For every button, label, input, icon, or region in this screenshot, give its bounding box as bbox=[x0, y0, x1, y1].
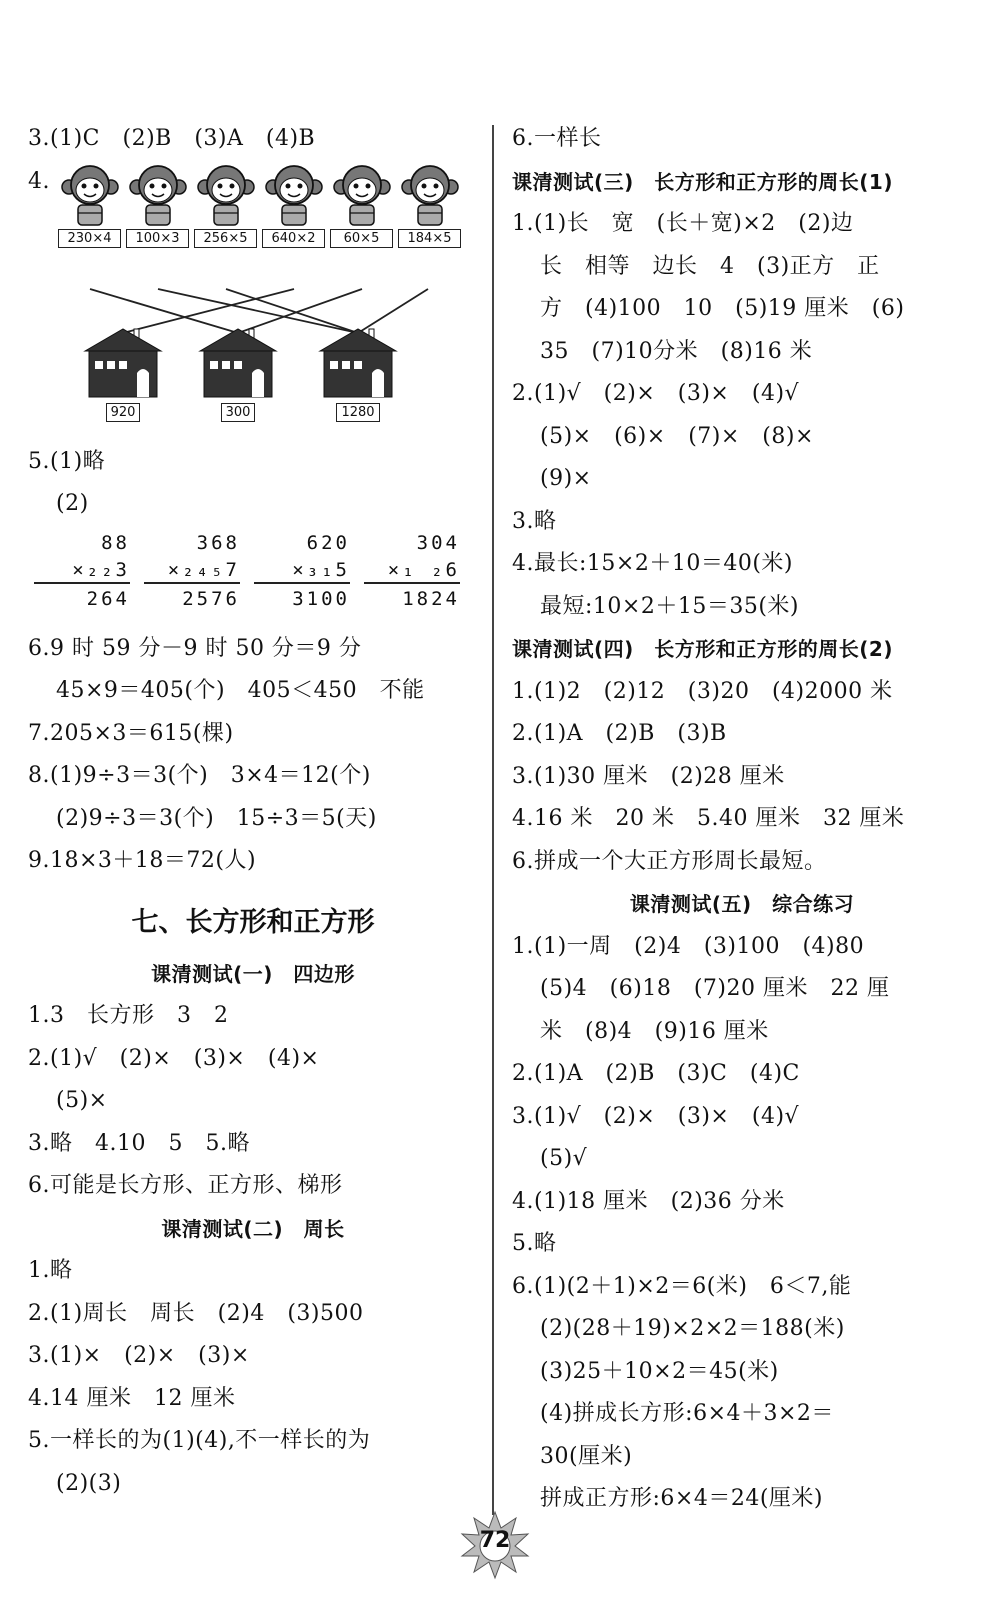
vertical-multiplication bbox=[254, 528, 350, 628]
right-column bbox=[512, 118, 972, 1521]
monkey-icon bbox=[401, 161, 459, 231]
multiplication-card: 100×3 bbox=[126, 229, 189, 248]
monkey-icon bbox=[61, 161, 119, 231]
page-number-badge bbox=[460, 1510, 530, 1580]
answer-3-cont: (5)√ bbox=[540, 1146, 588, 1171]
monkey-card bbox=[262, 161, 325, 248]
monkey-card bbox=[126, 161, 189, 248]
monkey-card bbox=[58, 161, 121, 248]
monkey-icon bbox=[129, 161, 187, 231]
multiplicand: 88 bbox=[101, 531, 130, 554]
answer-6: 6.(1)(2＋1)×2＝6(米) 6＜7,能 bbox=[512, 1273, 852, 1299]
answer-3: 3.略 bbox=[512, 508, 557, 534]
multiplier: ×₁ ₂6 bbox=[364, 558, 460, 584]
answer-3: 3.(1)√ (2)× (3)× (4)√ bbox=[512, 1103, 800, 1129]
answer-9: 9.18×3＋18＝72(人) bbox=[28, 848, 257, 873]
product: 3100 bbox=[292, 587, 350, 610]
answer-4-label: 4. bbox=[28, 168, 50, 194]
page-number: 72 bbox=[479, 1528, 511, 1553]
answer-6: 6.一样长 bbox=[512, 126, 602, 151]
monkey-row bbox=[58, 161, 461, 248]
answer-2-cont: (9)× bbox=[540, 466, 592, 491]
house-card bbox=[83, 321, 163, 422]
answer-2: 2.(1)周长 周长 (2)4 (3)500 bbox=[28, 1300, 364, 1326]
multiplicand: 304 bbox=[416, 531, 460, 554]
answer-6: 6.拼成一个大正方形周长最短。 bbox=[512, 848, 827, 874]
answer-5-cont: (2)(3) bbox=[56, 1470, 122, 1496]
answer-8-2: (2)9÷3＝3(个) 15÷3＝5(天) bbox=[56, 805, 377, 831]
vertical-multiplication bbox=[34, 528, 130, 628]
answer-2: 2.(1)√ (2)× (3)× (4)× bbox=[28, 1045, 320, 1071]
multiplication-card: 256×5 bbox=[194, 229, 257, 248]
house-icon bbox=[318, 321, 398, 401]
answer-1: 1.略 bbox=[28, 1258, 73, 1283]
section-title: 课清测试(三) 长方形和正方形的周长(1) bbox=[512, 169, 893, 194]
answer-2: 2.(1)√ (2)× (3)× (4)√ bbox=[512, 381, 800, 406]
answer-1-cont: 35 (7)10分米 (8)16 米 bbox=[540, 338, 813, 364]
section-title: 课清测试(二) 周长 bbox=[161, 1216, 345, 1241]
product: 264 bbox=[86, 587, 130, 610]
house-icon bbox=[83, 321, 163, 401]
answer-1-cont: 长 相等 边长 4 (3)正方 正 bbox=[540, 253, 880, 279]
matching-figure bbox=[28, 161, 478, 441]
house-value: 920 bbox=[106, 403, 141, 422]
answer-6: 6.9 时 59 分－9 时 50 分＝9 分 bbox=[28, 635, 362, 661]
answer-1: 1.(1)长 宽 (长＋宽)×2 (2)边 bbox=[512, 211, 854, 236]
vertical-multiplication bbox=[144, 528, 240, 628]
answer-2-cont: (5)× bbox=[56, 1088, 108, 1113]
multiplicand: 620 bbox=[306, 531, 350, 554]
answer-2-cont: (5)× (6)× (7)× (8)× bbox=[540, 423, 814, 449]
section-title: 课清测试(五) 综合练习 bbox=[629, 892, 855, 916]
answer-1-cont: 米 (8)4 (9)16 厘米 bbox=[540, 1018, 769, 1044]
column-divider bbox=[492, 125, 494, 1515]
answer-6: 6.可能是长方形、正方形、梯形 bbox=[28, 1173, 343, 1198]
product: 1824 bbox=[402, 587, 460, 610]
multiplication-card: 60×5 bbox=[330, 229, 393, 248]
multiplication-card: 184×5 bbox=[398, 229, 461, 248]
house-card bbox=[318, 321, 398, 422]
chapter-title: 七、长方形和正方形 bbox=[131, 906, 375, 938]
answer-4: 4.(1)18 厘米 (2)36 分米 bbox=[512, 1188, 785, 1214]
monkey-card bbox=[194, 161, 257, 248]
answer-3: 3.(1)C (2)B (3)A (4)B bbox=[28, 126, 316, 151]
monkey-icon bbox=[333, 161, 391, 231]
house-value: 1280 bbox=[336, 403, 379, 422]
answer-6-cont: (2)(28＋19)×2×2＝188(米) bbox=[540, 1316, 845, 1341]
multiplier: ×₂₂3 bbox=[34, 558, 130, 584]
answer-1: 1.3 长方形 3 2 bbox=[28, 1003, 229, 1028]
answer-5: 5.略 bbox=[512, 1231, 557, 1256]
answer-4: 4.14 厘米 12 厘米 bbox=[28, 1385, 236, 1411]
multiplication-card: 230×4 bbox=[58, 229, 121, 248]
answer-7: 7.205×3＝615(棵) bbox=[28, 720, 234, 746]
answer-4-cont: 最短:10×2＋15＝35(米) bbox=[540, 593, 799, 619]
answer-5-2: (2) bbox=[56, 491, 89, 516]
monkey-icon bbox=[197, 161, 255, 231]
answer-3: 3.(1)30 厘米 (2)28 厘米 bbox=[512, 763, 785, 789]
vertical-multiplications bbox=[28, 528, 478, 628]
answer-6-cont: (3)25＋10×2＝45(米) bbox=[540, 1358, 779, 1384]
answer-8-1: 8.(1)9÷3＝3(个) 3×4＝12(个) bbox=[28, 763, 371, 788]
answer-4-5: 4.16 米 20 米 5.40 厘米 32 厘米 bbox=[512, 806, 905, 831]
section-title: 课清测试(一) 四边形 bbox=[151, 961, 355, 986]
answer-1-cont: (5)4 (6)18 (7)20 厘米 22 厘 bbox=[540, 976, 890, 1001]
answer-6-cont: (4)拼成长方形:6×4＋3×2＝ bbox=[540, 1401, 834, 1426]
answer-4: 4.最长:15×2＋10＝40(米) bbox=[512, 551, 793, 576]
answer-6-cont: 45×9＝405(个) 405＜450 不能 bbox=[56, 678, 425, 703]
multiplier: ×₂₄₅7 bbox=[144, 558, 240, 584]
left-column bbox=[28, 118, 478, 1505]
answer-6-cont: 30(厘米) bbox=[540, 1443, 633, 1469]
house-icon bbox=[198, 321, 278, 401]
answer-1: 1.(1)一周 (2)4 (3)100 (4)80 bbox=[512, 933, 865, 959]
multiplication-card: 640×2 bbox=[262, 229, 325, 248]
answer-6-cont: 拼成正方形:6×4＝24(厘米) bbox=[540, 1486, 824, 1511]
answer-5-1: 5.(1)略 bbox=[28, 448, 106, 474]
monkey-card bbox=[330, 161, 393, 248]
answer-5: 5.一样长的为(1)(4),不一样长的为 bbox=[28, 1428, 371, 1453]
answer-2: 2.(1)A (2)B (3)C (4)C bbox=[512, 1061, 800, 1086]
answer-3: 3.(1)× (2)× (3)× bbox=[28, 1343, 250, 1368]
house-value: 300 bbox=[221, 403, 256, 422]
answer-1: 1.(1)2 (2)12 (3)20 (4)2000 米 bbox=[512, 678, 893, 704]
product: 2576 bbox=[182, 587, 240, 610]
multiplicand: 368 bbox=[196, 531, 240, 554]
answer-2: 2.(1)A (2)B (3)B bbox=[512, 721, 727, 746]
multiplier: ×₃₁5 bbox=[254, 558, 350, 584]
section-title: 课清测试(四) 长方形和正方形的周长(2) bbox=[512, 637, 893, 661]
monkey-icon bbox=[265, 161, 323, 231]
monkey-card bbox=[398, 161, 461, 248]
house-card bbox=[198, 321, 278, 422]
answer-3-5: 3.略 4.10 5 5.略 bbox=[28, 1130, 250, 1156]
answer-1-cont: 方 (4)100 10 (5)19 厘米 (6) bbox=[540, 296, 905, 321]
vertical-multiplication bbox=[364, 528, 460, 628]
